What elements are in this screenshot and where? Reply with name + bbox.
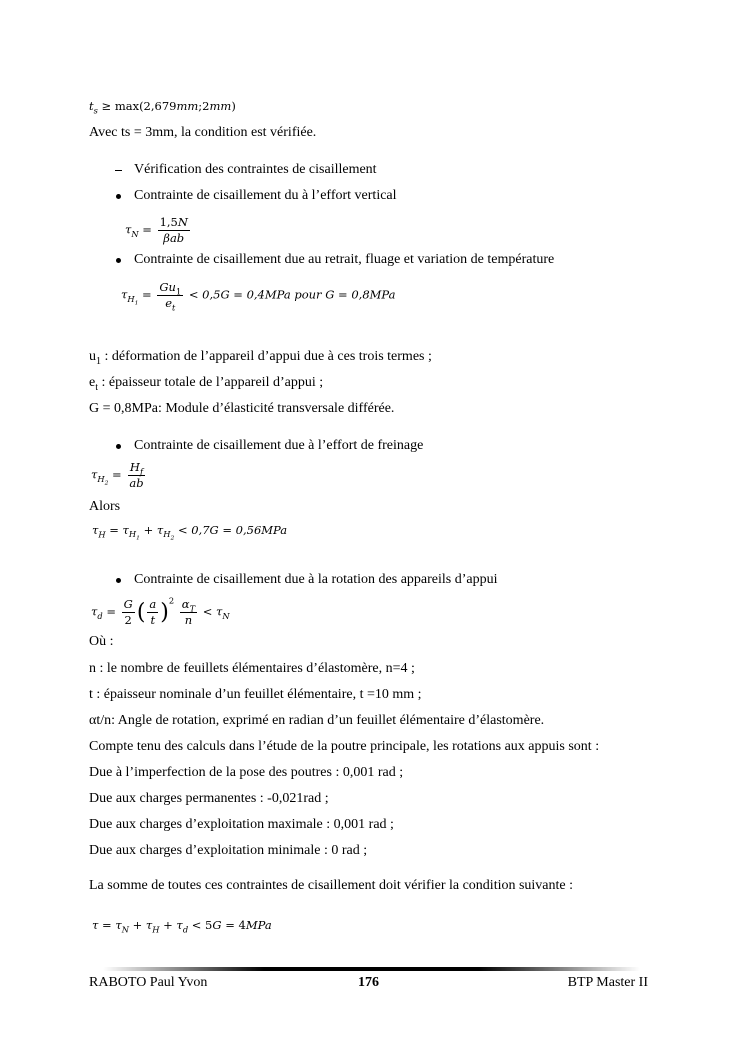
section-verif-title: Vérification des contraintes de cisaillement [134,162,377,177]
alors-text: Alors [89,499,121,514]
ts-formula: $t_s$ ≥ max(2,679mm;2mm) [89,99,236,116]
footer-course: BTP Master II [567,975,648,990]
bullet-vertical-effort: Contrainte de cisaillement du à l’effort vertical [134,188,397,203]
footer-page-number: 176 [358,975,379,990]
rotation-max-exploitation: Due aux charges d’exploitation maximale : 0,001 rad ; [89,817,394,832]
bullet-shrinkage-creep: Contrainte de cisaillement due au retrait, fluage et variation de température [134,252,555,267]
ts-verification-text: Avec ts = 3mm, la condition est vérifiée. [89,125,317,140]
rotation-imperfection: Due à l’imperfection de la pose des poutres : 0,001 rad ; [89,765,404,780]
tau-h1-condition: < 0,5G = 0,4MPa pour G = 0,8MPa [188,287,396,302]
alpha-definition: αt/n: Angle de rotation, exprimé en radian d’un feuillet élémentaire d’élastomère. [89,713,545,728]
et-definition: $e_t$ : épaisseur totale de l’appareil d’appui ; [89,375,324,393]
ou-text: Où : [89,634,114,649]
tau-h2-formula: $\tau_{H_2}$ = $\frac{H_f}{ab}$ [91,460,144,490]
tau-h1-formula: $\tau_{H_1}$ = $\frac{Gu_1}{e_t}$ < 0,5G = 0,4MPa pour G = 0,8MPa [121,280,396,313]
tau-h-sum-condition: < 0,7G = 0,56MPa [177,523,288,537]
bullet-marker [116,258,121,263]
t-definition: t : épaisseur nominale d’un feuillet élémentaire, t =10 mm ; [89,687,422,702]
footer-author: RABOTO Paul Yvon [89,975,208,990]
bullet-marker [116,194,121,199]
rotation-min-exploitation: Due aux charges d’exploitation minimale : 0 rad ; [89,843,368,858]
footer-divider [103,967,640,971]
tau-h-sum-formula: $\tau_H = \tau_{H_1} + \tau_{H_2} < 0,7G = 0,56MPa$ [92,523,288,542]
somme-text: La somme de toutes ces contraintes de cisaillement doit vérifier la condition suivante : [89,878,574,893]
bullet-braking-effort: Contrainte de cisaillement due à l’effort de freinage [134,438,424,453]
tau-d-formula: $\tau_d$ = $\frac{G}{2}$ ( $\frac{a}{t}$ )$^2$ $\frac{\alpha_T}{n}$ < $\tau_N$ [91,595,230,627]
bullet-marker [116,578,121,583]
compte-text: Compte tenu des calculs dans l’étude de la poutre principale, les rotations aux appuis sont : [89,739,600,754]
bullet-rotation: Contrainte de cisaillement due à la rotation des appareils d’appui [134,572,498,587]
n-definition: n : le nombre de feuillets élémentaires d’élastomère, n=4 ; [89,661,415,676]
bullet-marker [116,444,121,449]
g-definition: G = 0,8MPa: Module d’élasticité transversale différée. [89,401,395,416]
tau-n-formula: $\tau_N$ = $\frac{1,5N}{\text{βab}}$ [125,215,188,245]
u1-definition: $u_1$ : déformation de l’appareil d’appui due à ces trois termes ; [89,349,432,367]
final-condition-formula: $\tau = \tau_N + \tau_H + \tau_d < 5G = 4MPa$ [92,918,272,935]
rotation-permanent: Due aux charges permanentes : -0,021rad ; [89,791,329,806]
dash-marker [115,170,122,171]
